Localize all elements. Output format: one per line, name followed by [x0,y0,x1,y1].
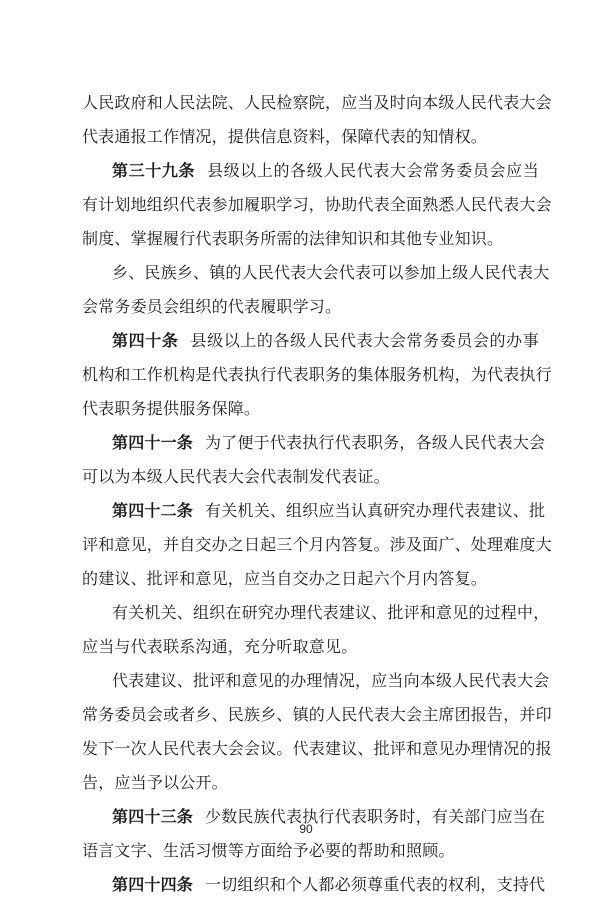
text-line [82,834,539,868]
text-line [82,460,539,494]
text-line [82,562,539,596]
line-text: 人民政府和人民法院、人民检察院，应当及时向本级人民代表大会 [82,93,552,112]
text-line [82,494,546,528]
line-text: 县级以上的各级人民代表大会常务委员会应当 [207,161,539,180]
article-paragraph [82,494,552,596]
line-text: 制度、掌握履行代表职务所需的法律知识和其他专业知识。 [82,229,504,248]
article-heading: 第三十九条 [112,161,196,180]
text-line [82,188,552,222]
article-heading: 第四十四条 [112,875,194,894]
line-text: 县级以上的各级人民代表大会常务委员会的办事 [190,331,539,350]
text-line [82,222,539,256]
text-line [82,358,552,392]
line-text: 少数民族代表执行代表职务时，有关部门应当在 [205,807,546,826]
text-line [82,664,550,698]
article-paragraph [82,154,552,256]
paragraph [82,596,550,664]
page-number: 90 [299,822,313,836]
article-paragraph [82,324,552,426]
article-heading: 第四十条 [112,331,179,350]
line-text: 应当与代表联系沟通，充分听取意见。 [82,637,358,656]
line-text: 代表建议、批评和意见的办理情况，应当向本级人民代表大会 [112,671,550,690]
document-body [82,86,552,902]
line-text: 评和意见，并自交办之日起三个月内答复。涉及面广、处理难度大 [82,535,552,554]
line-text: 乡、民族乡、镇的人民代表大会代表可以参加上级人民代表大 [112,263,550,282]
line-text: 常务委员会或者乡、民族乡、镇的人民代表大会主席团报告，并印 [82,705,552,724]
text-line [82,324,539,358]
line-text: 有关机关、组织应当认真研究办理代表建议、批 [205,501,546,520]
text-line [82,698,552,732]
line-text: 会常务委员会组织的代表履职学习。 [82,297,342,316]
text-line [82,86,552,120]
article-heading: 第四十一条 [112,433,194,452]
article-paragraph [82,426,546,494]
text-line [82,766,539,800]
text-line [82,120,539,154]
text-line [82,630,539,664]
line-text: 告，应当予以公开。 [82,773,228,792]
line-text: 的建议、批评和意见，应当自交办之日起六个月内答复。 [82,569,488,588]
line-text: 机构和工作机构是代表执行代表职务的集体服务机构，为代表执行 [82,365,552,384]
text-line [82,868,546,902]
text-line [82,154,539,188]
line-text: 语言文字、生活习惯等方面给予必要的帮助和照顾。 [82,841,455,860]
line-text: 为了便于代表执行代表职务，各级人民代表大会 [205,433,546,452]
text-line [82,528,552,562]
text-line [82,426,546,460]
text-line [82,732,552,766]
text-line [82,392,539,426]
line-text: 有计划地组织代表参加履职学习，协助代表全面熟悉人民代表大会 [82,195,552,214]
text-line [82,290,539,324]
article-heading: 第四十二条 [112,501,194,520]
line-text: 代表通报工作情况，提供信息资料，保障代表的知情权。 [82,127,488,146]
line-text: 有关机关、组织在研究办理代表建议、批评和意见的过程中， [112,603,550,622]
article-paragraph [82,868,546,902]
text-line [82,256,550,290]
line-text: 可以为本级人民代表大会代表制发代表证。 [82,467,390,486]
article-heading: 第四十三条 [112,807,194,826]
line-text: 代表职务提供服务保障。 [82,399,261,418]
line-text: 一切组织和个人都必须尊重代表的权利，支持代 [205,875,546,894]
paragraph [82,664,552,800]
line-text: 发下一次人民代表大会会议。代表建议、批评和意见办理情况的报 [82,739,552,758]
paragraph [82,86,552,154]
text-line [82,596,550,630]
paragraph [82,256,550,324]
